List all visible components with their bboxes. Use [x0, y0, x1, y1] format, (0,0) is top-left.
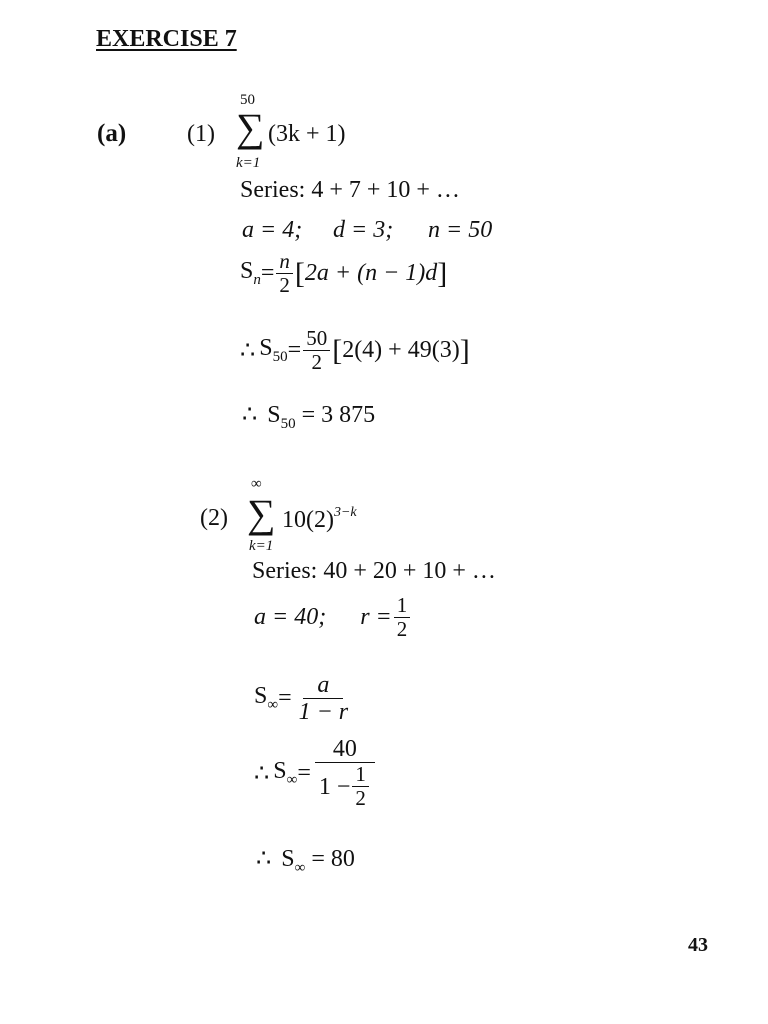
- therefore-symbol: ∴: [254, 760, 270, 787]
- q1-formula-left-bracket: [: [294, 256, 305, 290]
- q1-formula-equals: =: [260, 260, 275, 287]
- q2-result-subscript: ∞: [294, 860, 306, 876]
- therefore-symbol: ∴: [256, 846, 272, 872]
- q1-series-line: Series: 4 + 7 + 10 + …: [240, 177, 460, 203]
- q1-step-substitution: [240, 327, 470, 374]
- q2-param-a: a = 40;: [254, 604, 327, 631]
- q2-param-r: r =: [360, 604, 392, 631]
- q1-formula-fraction: $\frac{n}{2}$: [276, 250, 293, 297]
- q1-formula-lhs: $S_n$: [240, 258, 261, 289]
- q1-number: (1): [187, 121, 215, 147]
- q1-result-lhs: S: [267, 402, 281, 428]
- therefore-symbol: ∴: [242, 402, 258, 428]
- q1-param-n: n = 50: [428, 217, 493, 243]
- q1-step1-body: 2(4) + 49(3): [342, 337, 460, 364]
- q1-step1-equals: =: [287, 337, 302, 364]
- q1-step1-fraction: $\frac{50}{2}$: [303, 327, 330, 374]
- q1-param-a: a = 4;: [242, 217, 303, 243]
- q2-step-substitution: [254, 736, 377, 811]
- q2-sigma-symbol: ∑: [247, 491, 276, 536]
- q1-step1-right-bracket: ]: [459, 333, 470, 367]
- q1-sum-formula: [240, 250, 447, 297]
- part-label: (a): [97, 120, 127, 147]
- q1-formula-right-bracket: ]: [437, 256, 448, 290]
- q1-param-d: d = 3;: [333, 217, 394, 243]
- q2-step-result: [256, 844, 355, 877]
- q2-formula-fraction: $\frac{a}{1 - r}$: [298, 672, 349, 726]
- q2-sum-formula: [254, 672, 353, 726]
- q2-series-line: Series: 40 + 20 + 10 + …: [252, 558, 496, 584]
- q1-summand: (3k + 1): [268, 121, 346, 147]
- q2-sum-lower-limit: k=1: [249, 538, 274, 554]
- q2-param-r-fraction: $\frac{1}{2}$: [394, 594, 411, 641]
- q1-result-value: = 3 875: [295, 402, 376, 428]
- q2-step1-inner-fraction: $\frac{1}{2}$: [352, 763, 369, 810]
- q2-step1-fraction: 40 1 − $\frac{1}{2}$: [315, 736, 375, 811]
- q1-result-subscript: 50: [280, 416, 296, 432]
- q1-sum-lower-limit: k=1: [236, 155, 261, 171]
- q2-number: (2): [200, 505, 228, 531]
- q2-sum-upper-limit: ∞: [251, 476, 262, 492]
- q2-summand-exponent: 3−k: [333, 505, 357, 520]
- q2-summand: [282, 505, 357, 534]
- q2-result-value: = 80: [305, 846, 355, 872]
- q1-step1-left-bracket: [: [332, 333, 343, 367]
- q1-sum-upper-limit: 50: [240, 92, 255, 108]
- q2-result-lhs: S: [281, 846, 295, 872]
- q1-sigma-symbol: ∑: [236, 105, 265, 150]
- therefore-symbol: ∴: [240, 338, 256, 365]
- q1-step1-lhs: $S_{50}$: [259, 335, 288, 366]
- q2-step1-den-prefix: 1 −: [318, 773, 351, 800]
- exercise-heading: EXERCISE 7: [96, 26, 237, 52]
- q2-summand-base: 10(2): [282, 507, 334, 533]
- page-number: 43: [688, 934, 708, 956]
- q2-step1-equals: =: [297, 759, 311, 786]
- q1-formula-body: 2a + (n − 1)d: [304, 260, 438, 287]
- q2-step1-lhs: $S_\infty$: [273, 757, 298, 788]
- q1-step-result: [242, 400, 375, 433]
- q2-params: [254, 594, 412, 641]
- q2-formula-lhs: $S_\infty$: [254, 683, 279, 714]
- q2-formula-equals: =: [278, 685, 292, 712]
